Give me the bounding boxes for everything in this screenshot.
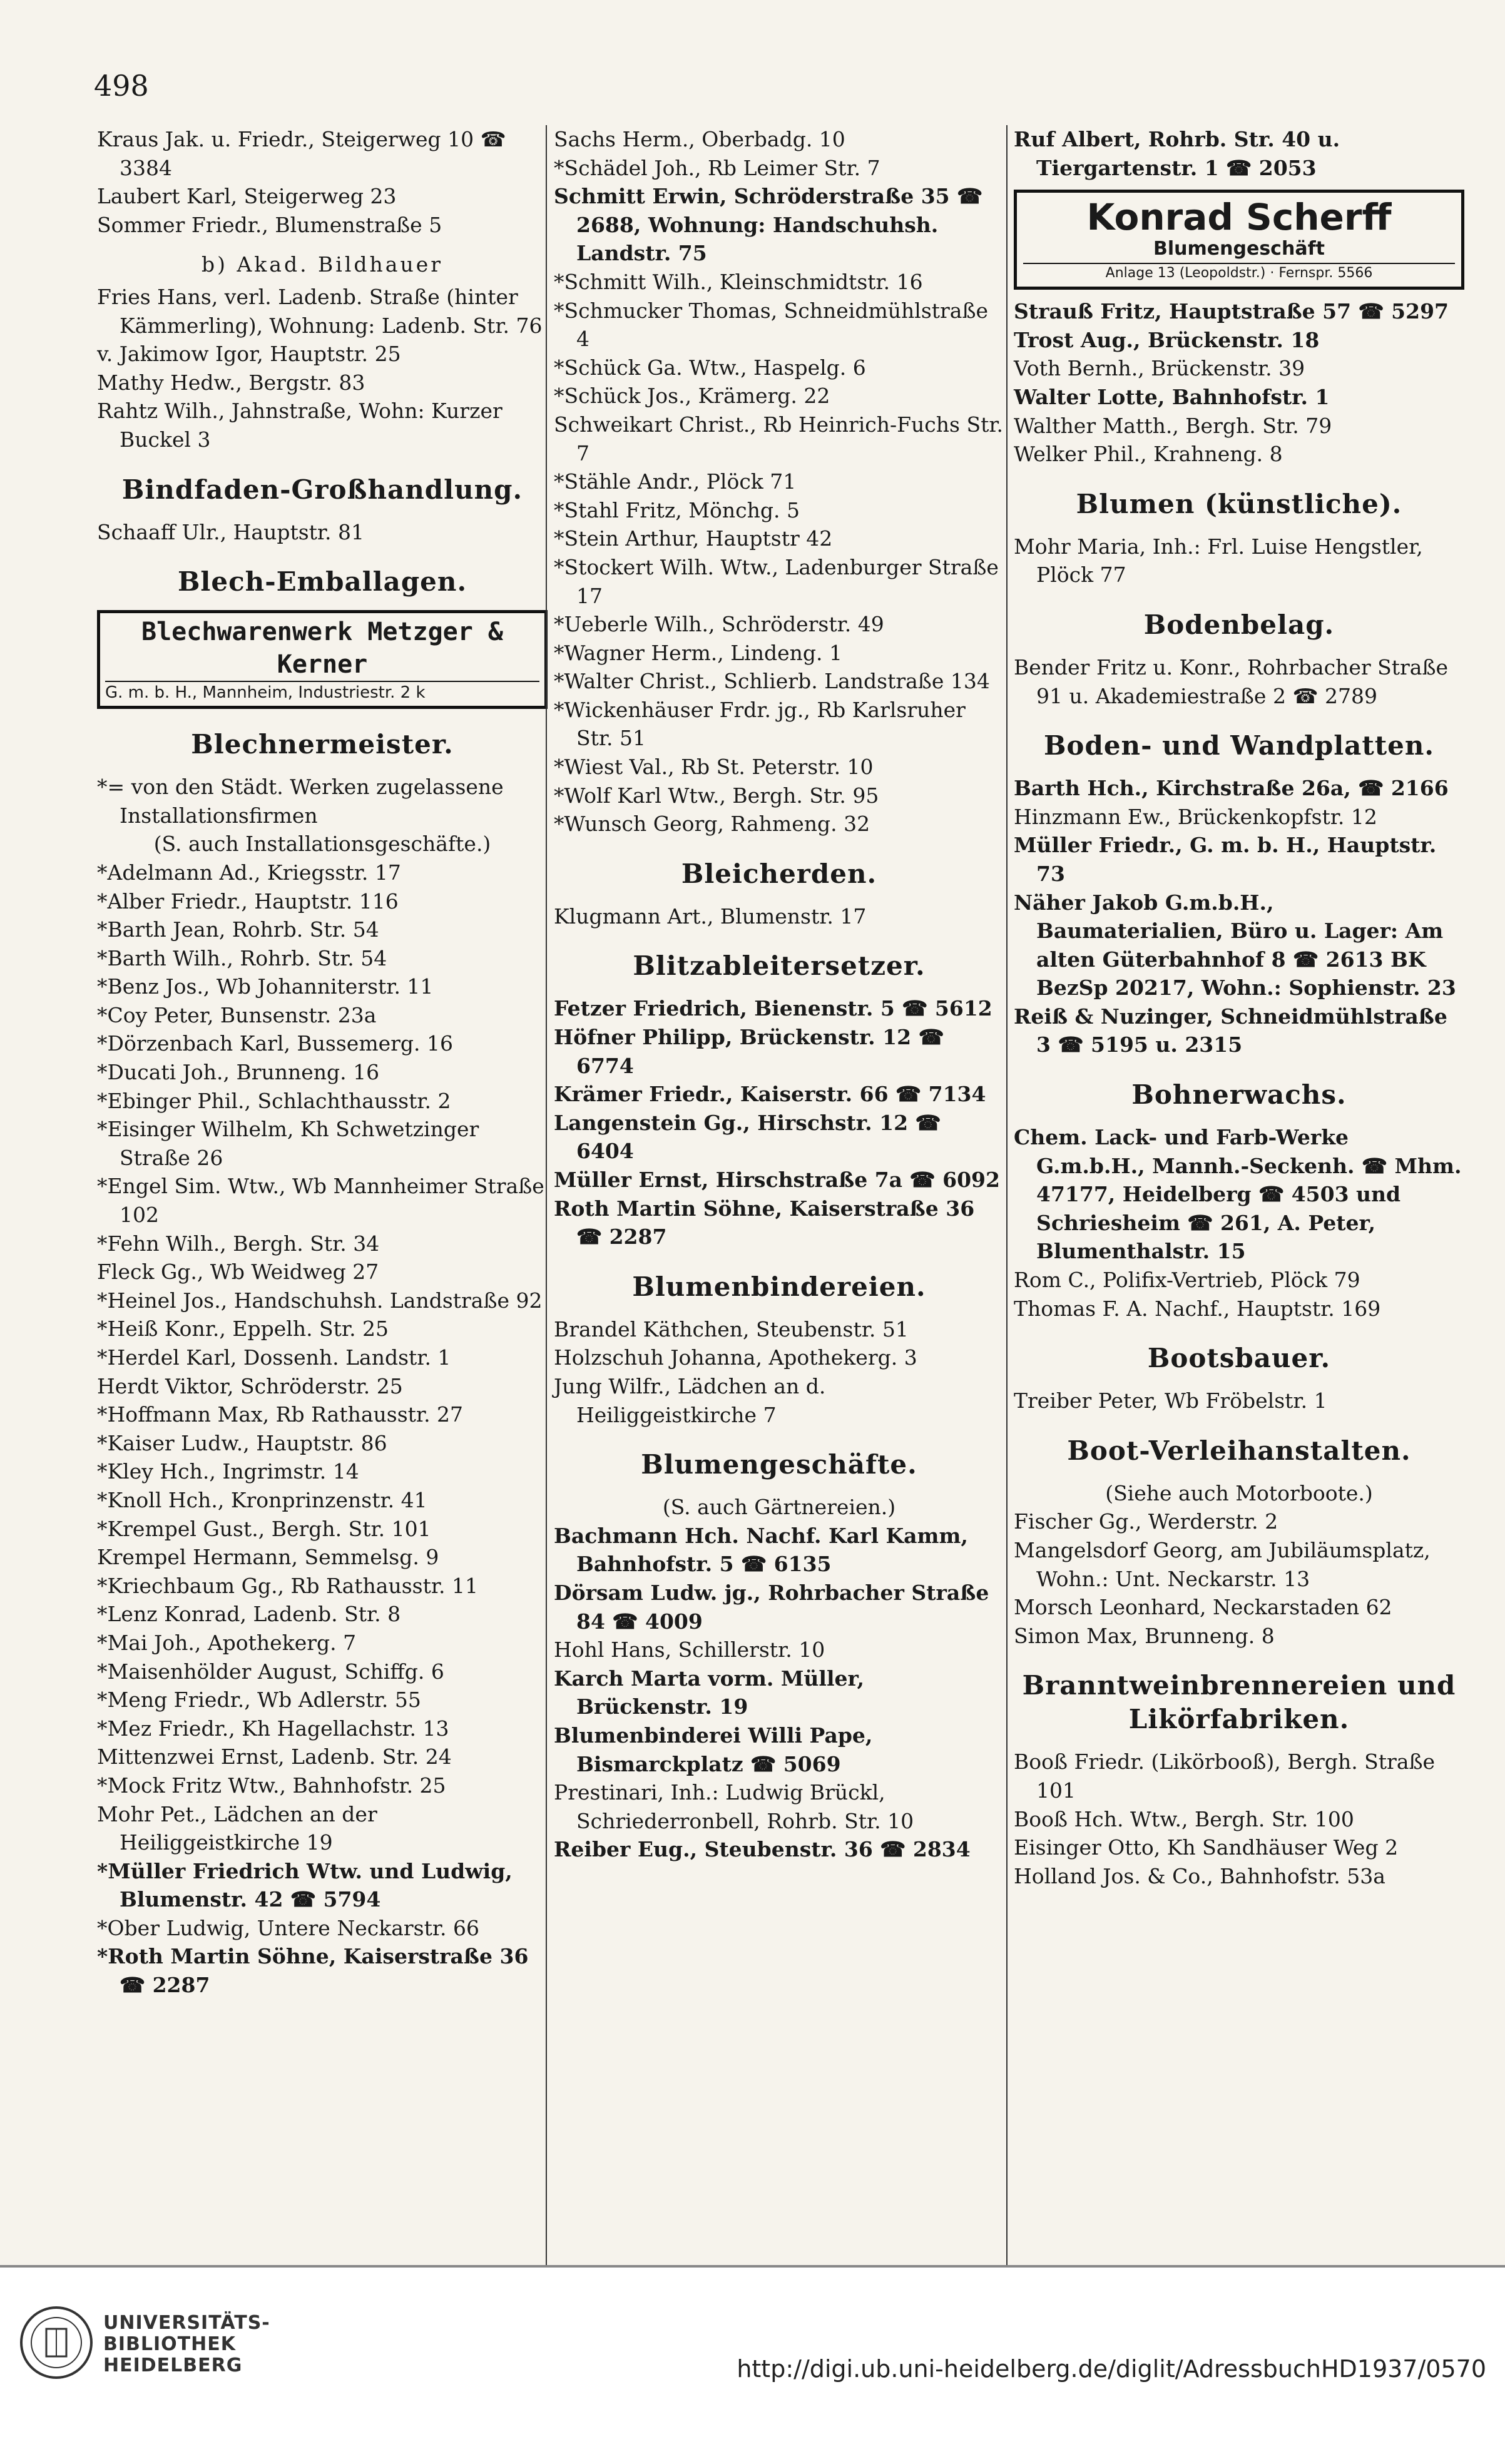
directory-entry: Hinzmann Ew., Brückenkopfstr. 12 [1014,804,1377,829]
directory-entry: *Barth Jean, Rohrb. Str. 54 [97,917,379,942]
directory-entry: *Walter Christ., Schlierb. Landstraße 134 [554,669,990,694]
directory-entry: *Wickenhäuser Frdr. jg., Rb Karlsruher Str. 51 [554,697,966,751]
section-heading: Bindfaden-Großhandlung. [121,474,523,505]
directory-entry: *Meng Friedr., Wb Adlerstr. 55 [97,1688,421,1713]
directory-entry: Voth Bernh., Brückenstr. 39 [1014,356,1305,381]
directory-entry: Sommer Friedr., Blumenstraße 5 [97,212,442,237]
directory-entry: Fischer Gg., Werderstr. 2 [1014,1509,1278,1534]
directory-entry-bold: Blumenbinderei Willi Pape, Bismarckplatz ☎ 5069 [554,1723,873,1776]
advertisement-mid-text: Blumengeschäft [1153,238,1325,260]
directory-entry-bold: Ruf Albert, Rohrb. Str. 40 u. Tiergartenstr. 1 ☎ 2053 [1014,127,1340,180]
directory-entry: *Heinel Jos., Handschuhsh. Landstraße 92 [97,1288,543,1313]
directory-entry: *Wolf Karl Wtw., Bergh. Str. 95 [554,783,879,808]
footer-bar [0,2265,1505,2464]
directory-entry: *Stein Arthur, Hauptstr 42 [554,526,833,551]
directory-entry: *Wagner Herm., Lindeng. 1 [554,640,842,665]
directory-entry: *Stahl Fritz, Mönchg. 5 [554,497,800,522]
directory-entry: *Dörzenbach Karl, Bussemerg. 16 [97,1031,454,1056]
section-heading: Blumenbindereien. [632,1271,926,1302]
column-right [1014,125,1464,1890]
directory-entry-bold: Dörsam Ludw. jg., Rohrbacher Straße 84 ☎ 4009 [554,1580,989,1634]
library-name-line: BIBLIOTHEK [103,2333,236,2355]
cross-reference-note: (Siehe auch Motorboote.) [1105,1480,1373,1505]
directory-entry-bold: Krämer Friedr., Kaiserstr. 66 ☎ 7134 [554,1082,986,1107]
directory-entry: *Eisinger Wilhelm, Kh Schwetzinger Straße 26 [97,1117,479,1170]
directory-entry: Bender Fritz u. Konr., Rohrbacher Straße 91 u. Akademiestraße 2 ☎ 2789 [1014,654,1449,708]
directory-entry: Klugmann Art., Blumenstr. 17 [554,904,867,929]
section-heading: Branntweinbrennereien und Likörfabriken. [1022,1670,1456,1735]
directory-entry: *Alber Friedr., Hauptstr. 116 [97,888,399,914]
directory-entry: Mittenzwei Ernst, Ladenb. Str. 24 [97,1744,452,1769]
directory-entry: Jung Wilfr., Lädchen an d. Heiliggeistkirche 7 [554,1373,826,1427]
section-note: *= von den Städt. Werken zugelassene Installationsfirmen [97,775,504,828]
directory-entry-bold: Trost Aug., Brückenstr. 18 [1014,327,1320,352]
directory-entry: Booß Hch. Wtw., Bergh. Str. 100 [1014,1806,1354,1831]
cross-reference-note: (S. auch Gärtnereien.) [662,1495,896,1520]
directory-entry: *Barth Wilh., Rohrb. Str. 54 [97,945,387,970]
section-heading: Blech-Emballagen. [177,566,467,598]
directory-entry-bold: Näher Jakob G.m.b.H., Baumaterialien, Büro u. Lager: Am alten Güterbahnhof 8 ☎ 2613 BK BezSp 20217, Wohn.: Sophienstr. 23 [1014,890,1456,1000]
directory-entry: *Ebinger Phil., Schlachthausstr. 2 [97,1088,451,1113]
column-left [97,125,548,2000]
directory-entry: Holzschuh Johanna, Apothekerg. 3 [554,1345,917,1370]
directory-entry: Schweikart Christ., Rb Heinrich-Fuchs Str. 7 [554,412,1003,466]
directory-entry: Holland Jos. & Co., Bahnhofstr. 53a [1014,1863,1385,1888]
directory-entry: *Kley Hch., Ingrimstr. 14 [97,1459,359,1484]
column-divider [546,125,547,2278]
directory-entry: Welker Phil., Krahneng. 8 [1014,442,1283,467]
directory-entry: Eisinger Otto, Kh Sandhäuser Weg 2 [1014,1835,1399,1860]
directory-entry: Sachs Herm., Oberbadg. 10 [554,127,845,151]
directory-entry: Treiber Peter, Wb Fröbelstr. 1 [1014,1388,1327,1413]
advertisement-box [97,610,548,709]
directory-entry-bold: *Roth Martin Söhne, Kaiserstraße 36 ☎ 2287 [97,1944,529,1998]
directory-entry: Thomas F. A. Nachf., Hauptstr. 169 [1014,1296,1381,1321]
directory-entry: *Adelmann Ad., Kriegsstr. 17 [97,860,401,885]
advertisement-big-text: Konrad Scherff [1086,196,1392,239]
directory-entry: *Mock Fritz Wtw., Bahnhofstr. 25 [97,1773,446,1798]
directory-entry: Rahtz Wilh., Jahnstraße, Wohn: Kurzer Buckel 3 [97,399,503,452]
directory-entry: Schaaff Ulr., Hauptstr. 81 [97,519,365,544]
directory-entry: *Fehn Wilh., Bergh. Str. 34 [97,1231,380,1256]
directory-entry: Mangelsdorf Georg, am Jubiläumsplatz, Wohn.: Unt. Neckarstr. 13 [1014,1538,1431,1591]
directory-entry: *Schück Ga. Wtw., Haspelg. 6 [554,355,866,380]
directory-entry: *Kriechbaum Gg., Rb Rathausstr. 11 [97,1573,478,1598]
directory-entry-bold: Reiber Eug., Steubenstr. 36 ☎ 2834 [554,1837,971,1862]
directory-entry: *Mez Friedr., Kh Hagellachstr. 13 [97,1716,449,1741]
library-name-line: UNIVERSITÄTS- [103,2312,270,2334]
section-heading: Blechnermeister. [191,729,454,760]
directory-entry-bold: Chem. Lack- und Farb-Werke G.m.b.H., Mannh.-Seckenh. ☎ Mhm. 47177, Heidelberg ☎ 4503 und Schriesheim ☎ 261, A. Peter, Blumenthalstr. 15 [1014,1125,1462,1264]
section-heading: Blumengeschäfte. [641,1449,917,1480]
directory-entry: Fries Hans, verl. Ladenb. Straße (hinter Kämmerling), Wohnung: Ladenb. Str. 76 [97,284,543,338]
section-heading: Bootsbauer. [1147,1343,1331,1374]
directory-entry-bold: Strauß Fritz, Hauptstraße 57 ☎ 5297 [1014,299,1449,324]
directory-entry: Herdt Viktor, Schröderstr. 25 [97,1373,403,1398]
directory-entry: Morsch Leonhard, Neckarstaden 62 [1014,1595,1392,1620]
directory-entry-bold: Müller Friedr., G. m. b. H., Hauptstr. 73 [1014,833,1437,886]
directory-entry: Mohr Pet., Lädchen an der Heiliggeistkirche 19 [97,1801,377,1855]
directory-entry: *Schmitt Wilh., Kleinschmidtstr. 16 [554,269,923,294]
section-heading: Bohnerwachs. [1131,1079,1347,1111]
directory-entry: *Lenz Konrad, Ladenb. Str. 8 [97,1602,401,1627]
directory-entry: *Kaiser Ludw., Hauptstr. 86 [97,1430,387,1455]
directory-entry: *Engel Sim. Wtw., Wb Mannheimer Straße 102 [97,1174,544,1228]
section-heading: Boot-Verleihanstalten. [1067,1435,1411,1466]
advertisement-small-text: Anlage 13 (Leopoldstr.) · Fernspr. 5566 [1023,263,1455,283]
directory-entry: Booß Friedr. (Likörbooß), Bergh. Straße 101 [1014,1749,1436,1803]
directory-entry: *Coy Peter, Bunsenstr. 23a [97,1002,377,1027]
directory-entry: Krempel Hermann, Semmelsg. 9 [97,1545,439,1570]
section-heading: Blitzableitersetzer. [633,950,926,982]
directory-entry-bold: Fetzer Friedrich, Bienenstr. 5 ☎ 5612 [554,996,992,1021]
university-seal-icon [19,2305,94,2380]
library-name-line: HEIDELBERG [103,2355,243,2376]
cross-reference-note: (S. auch Installationsgeschäfte.) [153,832,491,857]
directory-entry: Prestinari, Inh.: Ludwig Brückl, Schriederronbell, Rohrb. Str. 10 [554,1780,914,1833]
directory-entry: Mathy Hedw., Bergstr. 83 [97,370,365,395]
directory-entry: Rom C., Polifix-Vertrieb, Plöck 79 [1014,1268,1360,1293]
advertisement-small-text: G. m. b. H., Mannheim, Industriestr. 2 k [105,681,539,703]
directory-entry: Kraus Jak. u. Friedr., Steigerweg 10 ☎ 3384 [97,127,506,180]
directory-entry-bold: Schmitt Erwin, Schröderstraße 35 ☎ 2688, Wohnung: Handschuhsh. Landstr. 75 [554,184,983,266]
directory-entry-bold: Reiß & Nuzinger, Schneidmühlstraße 3 ☎ 5195 u. 2315 [1014,1004,1447,1057]
directory-entry: v. Jakimow Igor, Hauptstr. 25 [97,342,401,367]
directory-entry: Walther Matth., Bergh. Str. 79 [1014,413,1332,438]
directory-entry: Mohr Maria, Inh.: Frl. Luise Hengstler, Plöck 77 [1014,534,1423,588]
directory-entry: Hohl Hans, Schillerstr. 10 [554,1637,825,1662]
directory-entry: *Knoll Hch., Kronprinzenstr. 41 [97,1487,427,1512]
directory-entry: *Stähle Andr., Plöck 71 [554,469,797,494]
advertisement-box [1014,190,1464,290]
directory-entry-bold: Langenstein Gg., Hirschstr. 12 ☎ 6404 [554,1110,941,1164]
directory-entry: *Wiest Val., Rb St. Peterstr. 10 [554,755,874,780]
section-heading: Blumen (künstliche). [1076,488,1402,519]
directory-entry: *Hoffmann Max, Rb Rathausstr. 27 [97,1402,464,1427]
directory-entry: *Schück Jos., Krämerg. 22 [554,384,830,409]
column-divider [1006,125,1008,2278]
directory-entry-bold: Barth Hch., Kirchstraße 26a, ☎ 2166 [1014,776,1449,801]
directory-entry: Fleck Gg., Wb Weidweg 27 [97,1260,379,1285]
section-heading: Bleicherden. [681,858,877,889]
library-name [103,2313,270,2376]
directory-entry: Laubert Karl, Steigerweg 23 [97,184,397,209]
directory-entry-bold: Müller Ernst, Hirschstraße 7a ☎ 6092 [554,1168,1000,1192]
directory-entry-bold: Walter Lotte, Bahnhofstr. 1 [1014,384,1330,409]
directory-entry: *Schädel Joh., Rb Leimer Str. 7 [554,155,880,180]
directory-entry: *Wunsch Georg, Rahmeng. 32 [554,812,870,837]
directory-entry: Simon Max, Brunneng. 8 [1014,1623,1275,1648]
subsection-heading: b) Akad. Bildhauer [201,252,444,277]
source-url-link[interactable]: http://digi.ub.uni-heidelberg.de/diglit/AdressbuchHD1937/0570 [737,2355,1486,2383]
section-heading: Boden- und Wandplatten. [1043,730,1435,761]
directory-entry: *Ueberle Wilh., Schröderstr. 49 [554,612,884,637]
directory-entry-bold: Bachmann Hch. Nachf. Karl Kamm, Bahnhofstr. 5 ☎ 6135 [554,1523,968,1577]
directory-entry: *Ober Ludwig, Untere Neckarstr. 66 [97,1915,479,1940]
page-number: 498 [94,69,149,103]
directory-entry: *Schmucker Thomas, Schneidmühlstraße 4 [554,298,989,352]
directory-entry: *Herdel Karl, Dossenh. Landstr. 1 [97,1345,451,1370]
directory-entry: *Maisenhölder August, Schiffg. 6 [97,1659,444,1684]
directory-entry: *Benz Jos., Wb Johanniterstr. 11 [97,974,434,999]
directory-entry: *Heiß Konr., Eppelh. Str. 25 [97,1316,389,1341]
section-heading: Bodenbelag. [1143,609,1335,640]
directory-entry: *Ducati Joh., Brunneng. 16 [97,1060,380,1085]
column-middle [554,125,1004,1864]
directory-entry: *Mai Joh., Apothekerg. 7 [97,1630,357,1655]
directory-entry: Brandel Käthchen, Steubenstr. 51 [554,1316,909,1341]
directory-entry: *Stockert Wilh. Wtw., Ladenburger Straße 17 [554,554,999,608]
directory-entry: *Krempel Gust., Bergh. Str. 101 [97,1516,431,1541]
directory-entry-bold: Roth Martin Söhne, Kaiserstraße 36 ☎ 2287 [554,1196,975,1250]
directory-entry-bold: Karch Marta vorm. Müller, Brückenstr. 19 [554,1666,864,1719]
directory-entry-bold: *Müller Friedrich Wtw. und Ludwig, Blumenstr. 42 ☎ 5794 [97,1858,513,1912]
directory-entry-bold: Höfner Philipp, Brückenstr. 12 ☎ 6774 [554,1025,944,1078]
advertisement-big-text: Blechwarenwerk Metzger & Kerner [141,618,503,680]
